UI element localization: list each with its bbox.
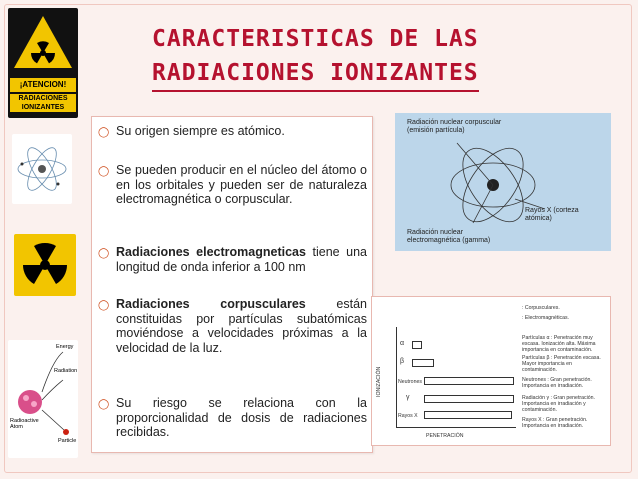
figure2-x-axis-label: PENETRACIÓN: [426, 433, 464, 439]
title-line-2: RADIACIONES IONIZANTES: [152, 56, 479, 92]
bullet-text: [116, 396, 367, 440]
page-title: [152, 22, 622, 92]
figure2-y-axis-label: IONIZACIÓN: [376, 366, 382, 397]
figure1-label-corpuscular: Radiación nuclear corpuscular (emisión partícula): [407, 119, 502, 134]
diagram-label-energy: Energy: [56, 344, 74, 350]
figure2-bar-xray: [424, 411, 512, 419]
bullet-text-body: Se pueden producir en el núcleo del átomo o en los orbitales y pueden ser de naturaleza electromagnética o corpuscular.: [116, 163, 367, 206]
bullet-text: [116, 163, 367, 207]
bullet-text: [116, 297, 367, 355]
figure2-row-beta: β: [400, 358, 405, 365]
bullet-text-body: Su origen siempre es atómico.: [116, 124, 285, 138]
figure2-x-axis: [396, 427, 516, 428]
figure2-row-gamma: γ: [406, 394, 410, 401]
radiation-origin-figure: [395, 113, 611, 251]
bullet-bold-term: Radiaciones corpusculares: [116, 297, 306, 311]
diagram-label-atom: Radioactive Atom: [10, 418, 39, 430]
radiation-warning-sign: [8, 8, 78, 118]
figure2-row-xray: Rayos X: [398, 413, 418, 419]
title-line-1: CARACTERISTICAS DE LAS: [152, 26, 479, 52]
radiation-trefoil-icon: [14, 234, 76, 296]
bullet-marker-icon: ◯: [98, 127, 110, 138]
ionization-penetration-figure: [371, 296, 611, 446]
bullet-text-body: están constituidas por partículas subatómicas moviéndose a velocidades próximas a la velocidad de la luz.: [116, 297, 367, 355]
figure2-row-neutrons: Neutrones: [398, 379, 422, 385]
figure2-legend-electromagnetic: : Electromagnéticas.: [522, 315, 569, 321]
atom-thumbnail: [12, 134, 72, 204]
figure2-note-gamma: Radiación γ : Gran penetración. Importancia en irradiación y contaminación.: [522, 395, 595, 413]
bullet-marker-icon: ◯: [98, 166, 110, 177]
bullet-bold-term: Radiaciones electromagneticas: [116, 245, 306, 259]
bullet-marker-icon: ◯: [98, 300, 110, 311]
bullet-marker-icon: ◯: [98, 399, 110, 410]
figure2-bar-beta: [412, 359, 434, 367]
warning-label-line1: ¡ATENCION!: [10, 78, 76, 92]
bullet-text-body: tiene una longitud de onda inferior a 100 nm: [116, 245, 367, 274]
nuclear-hazard-sign: [14, 234, 76, 296]
bullet-text: [116, 124, 367, 139]
figure2-row-alpha: α: [400, 340, 405, 347]
figure2-legend-corpuscular: : Corpusculares.: [522, 305, 560, 311]
figure2-bar-alpha: [412, 341, 422, 349]
bullet-marker-icon: ◯: [98, 248, 110, 259]
diagram-label-radiation: Radiation: [54, 368, 78, 374]
figure2-note-beta: Partículas β : Penetración escasa. Mayor importancia en contaminación.: [522, 355, 601, 373]
bullet-text-body: Su riesgo se relaciona con la proporcionalidad de dosis de radiaciones recibidas.: [116, 396, 367, 439]
warning-label-line2: RADIACIONES IONIZANTES: [10, 94, 76, 112]
figure2-bar-gamma: [424, 395, 514, 403]
bullet-text: [116, 245, 367, 274]
figure2-note-alpha: Partículas α : Penetración muy escasa. Ionización alta. Máxima importancia en contaminación.: [522, 335, 596, 353]
atom-icon: [12, 134, 72, 204]
figure1-label-gamma: Radiación nuclear electromagnética (gamma): [407, 229, 491, 244]
figure2-bar-neutrons: [424, 377, 514, 385]
left-sidebar: [8, 8, 78, 472]
radiation-trefoil-icon: [26, 36, 60, 70]
figure1-label-xray: Rayos X (corteza atómica): [525, 207, 579, 222]
figure2-note-xray: Rayos X : Gran penetración. Importancia en irradiación.: [522, 417, 588, 429]
figure2-note-neutrons: Neutrones : Gran penetración. Importancia en irradiación.: [522, 377, 592, 389]
content-textbox: [91, 116, 373, 453]
radioactive-atom-diagram: [8, 340, 78, 458]
diagram-label-particle: Particle: [58, 438, 77, 444]
figure2-y-axis: [396, 327, 397, 427]
